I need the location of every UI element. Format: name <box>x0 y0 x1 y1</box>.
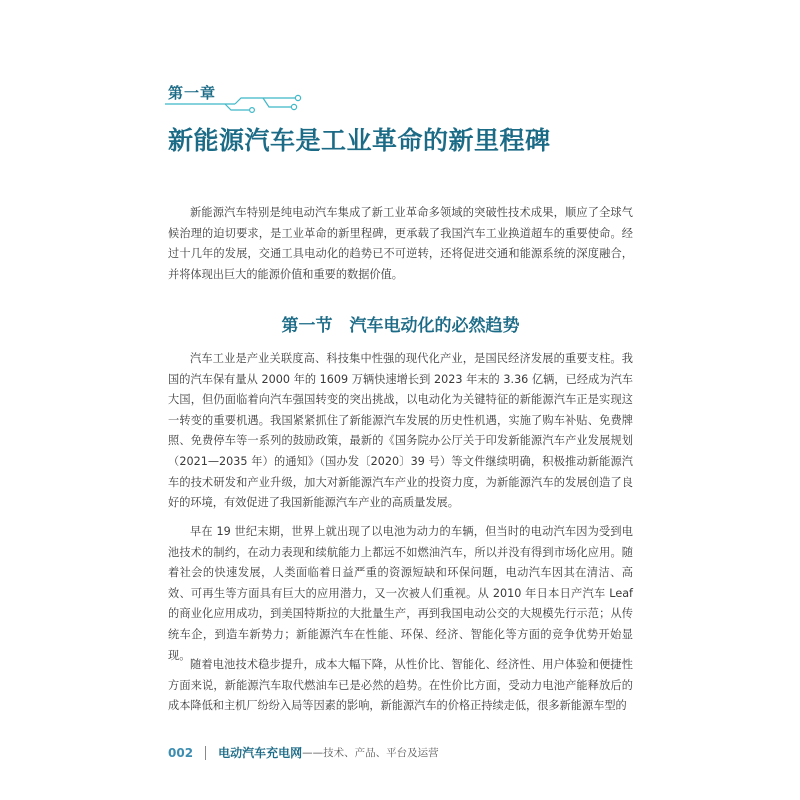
body-paragraph-2: 早在 19 世纪末期，世界上就出现了以电池为动力的车辆，但当时的电动汽车因为受到电池技术的制约，在动力表现和续航能力上都远不如燃油汽车，所以并没有得到市场化应用。随着社会的快速发展，人类面临着日益严重的资源短缺和环保问题，电动汽车因其在清洁、高效、可再生等方面具有巨大的应用潜力，又一次被人们重视。从 2010 年日本日产汽车 Leaf 的商业化应用成功，到美国特斯拉的大批量生产，再到我国电动公交的大规模先行示范；从传统车企，到造车新势力；新能源汽车在性能、环保、经济、智能化等方面的竞争优势开始显现。 <box>168 525 633 662</box>
body-paragraph-1: 汽车工业是产业关联度高、科技集中性强的现代化产业，是国民经济发展的重要支柱。我国的汽车保有量从 2000 年的 1609 万辆快速增长到 2023 年末的 3.36 亿辆，已经成为汽车大国，但仍面临着向汽车强国转变的突出挑战，以电动化为关键特征的新能源汽车正是实现这一转变的重要机遇。我国紧紧抓住了新能源汽车发展的历史性机遇，实施了购车补贴、免费牌照、免费停车等一系列的鼓励政策，最新的《国务院办公厅关于印发新能源汽车产业发展规划（2021—2035 年）的通知》（国办发〔2020〕39 号）等文件继续明确，积极推动新能源汽车的技术研发和产业升级，加大对新能源汽车产业的投资力度，为新能源汽车的发展创造了良好的环境，有效促进了我国新能源汽车产业的高质量发展。 <box>168 352 633 510</box>
chapter-title: 新能源汽车是工业革命的新里程碑 <box>168 126 551 155</box>
intro-paragraph: 新能源汽车特别是纯电动汽车集成了新工业革命多领域的突破性技术成果，顺应了全球气候治理的迫切要求，是工业革命的新里程碑，更承载了我国汽车工业换道超车的重要使命。经过十几年的发展，交通工具电动化的趋势已不可逆转，还将促进交通和能源系统的深度融合，并将体现出巨大的能源价值和重要的数据价值。 <box>168 206 633 281</box>
circuit-line-decoration <box>165 92 310 114</box>
chapter-label: 第一章 <box>168 84 217 102</box>
page-footer <box>168 744 439 761</box>
book-subtitle: ——技术、产品、平台及运营 <box>302 747 439 759</box>
page-number: 002 <box>168 745 194 760</box>
body-paragraph-3: 随着电池技术稳步提升，成本大幅下降，从性价比、智能化、经济性、用户体验和便捷性方面来说，新能源汽车取代燃油车已是必然的趋势。在性价比方面，受动力电池产能释放后的成本降低和主机厂纷纷入局等因素的影响，新能源汽车的价格正持续走低，很多新能源车型的 <box>168 658 633 713</box>
section-title: 第一节 汽车电动化的必然趋势 <box>281 316 520 336</box>
footer-divider <box>205 746 206 760</box>
book-title: 电动汽车充电网 <box>218 746 303 760</box>
